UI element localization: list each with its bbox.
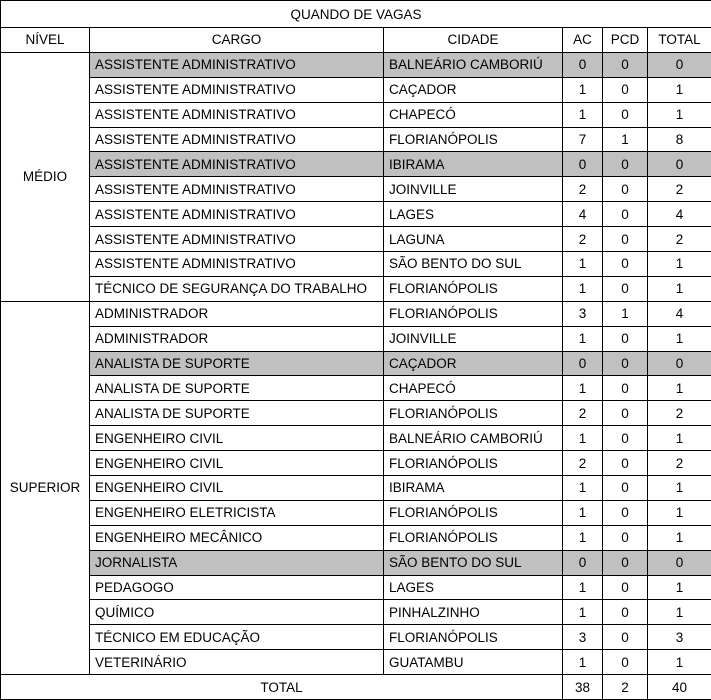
cargo-cell: TÉCNICO DE SEGURANÇA DO TRABALHO (90, 276, 384, 301)
total-cell: 0 (648, 351, 711, 376)
pcd-cell: 0 (603, 550, 648, 575)
cargo-cell: ANALISTA DE SUPORTE (90, 376, 384, 401)
pcd-cell: 0 (603, 625, 648, 650)
ac-cell: 1 (563, 252, 603, 277)
cargo-cell: ASSISTENTE ADMINISTRATIVO (90, 177, 384, 202)
table-row (1, 426, 711, 451)
total-cell: 1 (648, 600, 711, 625)
table-row (1, 77, 711, 102)
cidade-cell: LAGES (384, 575, 563, 600)
total-cell: 1 (648, 426, 711, 451)
cargo-cell: ASSISTENTE ADMINISTRATIVO (90, 227, 384, 252)
cargo-cell: ASSISTENTE ADMINISTRATIVO (90, 102, 384, 127)
nivel-cell: MÉDIO (1, 52, 90, 301)
cidade-cell: PINHALZINHO (384, 600, 563, 625)
cidade-cell: FLORIANÓPOLIS (384, 127, 563, 152)
cargo-cell: ENGENHEIRO CIVIL (90, 476, 384, 501)
total-cell: 1 (648, 575, 711, 600)
table-row (1, 575, 711, 600)
pcd-cell: 0 (603, 252, 648, 277)
ac-cell: 2 (563, 401, 603, 426)
cargo-cell: ASSISTENTE ADMINISTRATIVO (90, 202, 384, 227)
table-row (1, 525, 711, 550)
ac-cell: 1 (563, 326, 603, 351)
ac-cell: 1 (563, 102, 603, 127)
total-cell: 0 (648, 152, 711, 177)
total-cell: 4 (648, 301, 711, 326)
cidade-cell: CAÇADOR (384, 351, 563, 376)
table-row (1, 476, 711, 501)
ac-cell: 2 (563, 227, 603, 252)
table-row (1, 500, 711, 525)
ac-cell: 2 (563, 177, 603, 202)
ac-cell: 0 (563, 52, 603, 77)
cargo-cell: ENGENHEIRO ELETRICISTA (90, 500, 384, 525)
cargo-cell: ASSISTENTE ADMINISTRATIVO (90, 127, 384, 152)
total-total: 40 (648, 675, 711, 700)
ac-cell: 1 (563, 500, 603, 525)
col-header-pcd: PCD (603, 28, 648, 53)
cidade-cell: IBIRAMA (384, 152, 563, 177)
pcd-cell: 0 (603, 575, 648, 600)
cargo-cell: ANALISTA DE SUPORTE (90, 351, 384, 376)
pcd-cell: 0 (603, 600, 648, 625)
cidade-cell: FLORIANÓPOLIS (384, 401, 563, 426)
ac-cell: 1 (563, 575, 603, 600)
total-pcd: 2 (603, 675, 648, 700)
cidade-cell: JOINVILLE (384, 177, 563, 202)
table-row (1, 625, 711, 650)
total-cell: 2 (648, 177, 711, 202)
total-cell: 1 (648, 650, 711, 675)
ac-cell: 1 (563, 77, 603, 102)
pcd-cell: 0 (603, 476, 648, 501)
column-header-row (1, 28, 711, 53)
pcd-cell: 0 (603, 326, 648, 351)
total-cell: 1 (648, 102, 711, 127)
total-label: TOTAL (1, 675, 563, 700)
cargo-cell: VETERINÁRIO (90, 650, 384, 675)
total-cell: 1 (648, 276, 711, 301)
table-row (1, 227, 711, 252)
pcd-cell: 0 (603, 525, 648, 550)
total-cell: 0 (648, 52, 711, 77)
ac-cell: 1 (563, 600, 603, 625)
cargo-cell: ASSISTENTE ADMINISTRATIVO (90, 252, 384, 277)
ac-cell: 3 (563, 301, 603, 326)
total-cell: 1 (648, 525, 711, 550)
cargo-cell: ENGENHEIRO CIVIL (90, 426, 384, 451)
cargo-cell: ENGENHEIRO CIVIL (90, 451, 384, 476)
ac-cell: 3 (563, 625, 603, 650)
total-cell: 1 (648, 376, 711, 401)
cargo-cell: QUÍMICO (90, 600, 384, 625)
table-row (1, 127, 711, 152)
cidade-cell: FLORIANÓPOLIS (384, 301, 563, 326)
total-cell: 2 (648, 451, 711, 476)
cidade-cell: FLORIANÓPOLIS (384, 525, 563, 550)
table-row (1, 550, 711, 575)
cidade-cell: FLORIANÓPOLIS (384, 451, 563, 476)
ac-cell: 4 (563, 202, 603, 227)
cidade-cell: JOINVILLE (384, 326, 563, 351)
pcd-cell: 0 (603, 177, 648, 202)
col-header-nivel: NÍVEL (1, 28, 90, 53)
cargo-cell: TÉCNICO EM EDUCAÇÃO (90, 625, 384, 650)
table-row (1, 276, 711, 301)
ac-cell: 1 (563, 276, 603, 301)
cargo-cell: PEDAGOGO (90, 575, 384, 600)
pcd-cell: 0 (603, 152, 648, 177)
cidade-cell: BALNEÁRIO CAMBORIÚ (384, 426, 563, 451)
total-cell: 2 (648, 227, 711, 252)
total-cell: 4 (648, 202, 711, 227)
total-cell: 0 (648, 550, 711, 575)
cargo-cell: ENGENHEIRO MECÂNICO (90, 525, 384, 550)
pcd-cell: 0 (603, 276, 648, 301)
table-row (1, 351, 711, 376)
pcd-cell: 0 (603, 52, 648, 77)
total-cell: 1 (648, 77, 711, 102)
table-row (1, 152, 711, 177)
cidade-cell: BALNEÁRIO CAMBORIÚ (384, 52, 563, 77)
pcd-cell: 0 (603, 426, 648, 451)
pcd-cell: 0 (603, 227, 648, 252)
cargo-cell: ASSISTENTE ADMINISTRATIVO (90, 77, 384, 102)
pcd-cell: 0 (603, 202, 648, 227)
col-header-total: TOTAL (648, 28, 711, 53)
ac-cell: 1 (563, 650, 603, 675)
pcd-cell: 0 (603, 500, 648, 525)
cargo-cell: ASSISTENTE ADMINISTRATIVO (90, 152, 384, 177)
ac-cell: 7 (563, 127, 603, 152)
cidade-cell: FLORIANÓPOLIS (384, 276, 563, 301)
cidade-cell: IBIRAMA (384, 476, 563, 501)
cidade-cell: FLORIANÓPOLIS (384, 625, 563, 650)
table-row (1, 376, 711, 401)
ac-cell: 1 (563, 426, 603, 451)
ac-cell: 2 (563, 451, 603, 476)
table-row (1, 252, 711, 277)
col-header-ac: AC (563, 28, 603, 53)
ac-cell: 0 (563, 152, 603, 177)
total-cell: 2 (648, 401, 711, 426)
ac-cell: 0 (563, 550, 603, 575)
nivel-cell: SUPERIOR (1, 301, 90, 674)
total-ac: 38 (563, 675, 603, 700)
table-row (1, 326, 711, 351)
table-row (1, 202, 711, 227)
pcd-cell: 0 (603, 650, 648, 675)
cargo-cell: ADMINISTRADOR (90, 326, 384, 351)
cidade-cell: LAGUNA (384, 227, 563, 252)
cidade-cell: SÃO BENTO DO SUL (384, 252, 563, 277)
table-row (1, 177, 711, 202)
total-row (1, 675, 711, 700)
cidade-cell: SÃO BENTO DO SUL (384, 550, 563, 575)
total-cell: 1 (648, 500, 711, 525)
table-row (1, 401, 711, 426)
table-title: QUANDO DE VAGAS (1, 1, 711, 28)
total-cell: 1 (648, 476, 711, 501)
pcd-cell: 0 (603, 102, 648, 127)
total-cell: 3 (648, 625, 711, 650)
cidade-cell: CHAPECÓ (384, 376, 563, 401)
col-header-cargo: CARGO (90, 28, 384, 53)
table-row (1, 650, 711, 675)
cidade-cell: LAGES (384, 202, 563, 227)
cidade-cell: CHAPECÓ (384, 102, 563, 127)
ac-cell: 1 (563, 376, 603, 401)
ac-cell: 1 (563, 476, 603, 501)
pcd-cell: 1 (603, 127, 648, 152)
pcd-cell: 0 (603, 451, 648, 476)
ac-cell: 1 (563, 525, 603, 550)
total-cell: 1 (648, 326, 711, 351)
pcd-cell: 0 (603, 351, 648, 376)
pcd-cell: 0 (603, 77, 648, 102)
table-row (1, 451, 711, 476)
table-row (1, 600, 711, 625)
pcd-cell: 1 (603, 301, 648, 326)
table-row (1, 52, 711, 77)
col-header-cidade: CIDADE (384, 28, 563, 53)
pcd-cell: 0 (603, 401, 648, 426)
table-row (1, 102, 711, 127)
cidade-cell: GUATAMBU (384, 650, 563, 675)
pcd-cell: 0 (603, 376, 648, 401)
total-cell: 1 (648, 252, 711, 277)
cargo-cell: ANALISTA DE SUPORTE (90, 401, 384, 426)
cargo-cell: ASSISTENTE ADMINISTRATIVO (90, 52, 384, 77)
ac-cell: 0 (563, 351, 603, 376)
total-cell: 8 (648, 127, 711, 152)
table-row (1, 301, 711, 326)
cidade-cell: FLORIANÓPOLIS (384, 500, 563, 525)
cargo-cell: ADMINISTRADOR (90, 301, 384, 326)
cargo-cell: JORNALISTA (90, 550, 384, 575)
cidade-cell: CAÇADOR (384, 77, 563, 102)
